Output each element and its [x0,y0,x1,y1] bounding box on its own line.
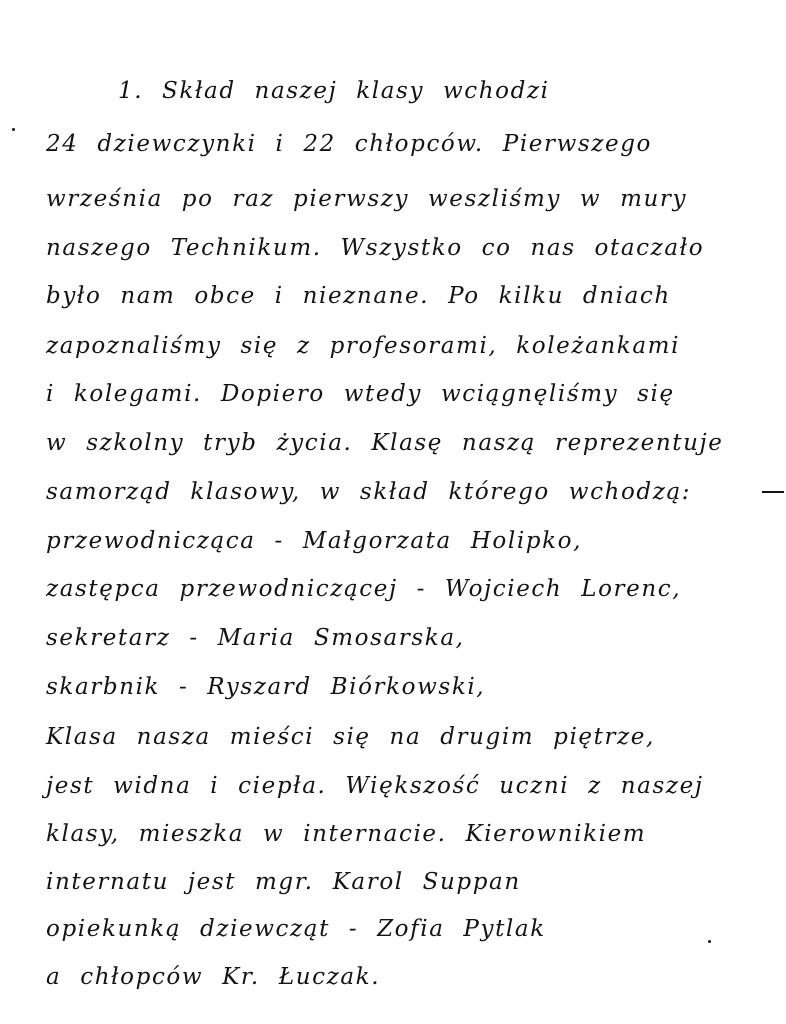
text-line-15: jest widna i ciepła. Większość uczni z naszej [46,773,704,799]
text-line-16: klasy, mieszka w internacie. Kierownikiem [46,821,647,847]
text-line-12: sekretarz - Maria Smosarska, [46,625,465,651]
text-line-8: w szkolny tryb życia. Klasę naszą reprezentuje [46,430,724,456]
text-line-18: opiekunką dziewcząt - Zofia Pytlak [46,916,546,942]
text-line-4: naszego Technikum. Wszystko co nas otaczało [46,235,705,261]
text-line-13: skarbnik - Ryszard Biórkowski, [46,674,486,700]
margin-dash [762,491,784,493]
text-line-9: samorząd klasowy, w skład którego wchodzą: [46,479,692,505]
text-line-7: i kolegami. Dopiero wtedy wciągnęliśmy się [46,381,675,407]
text-line-5: było nam obce i nieznane. Po kilku dniach [46,283,671,309]
ink-speck [12,128,15,131]
text-line-2: 24 dziewczynki i 22 chłopców. Pierwszego [46,131,652,157]
text-line-14: Klasa nasza mieści się na drugim piętrze, [46,724,655,750]
text-line-6: zapoznaliśmy się z profesorami, koleżankami [46,333,681,359]
text-line-1: 1. Skład naszej klasy wchodzi [118,78,550,104]
text-line-10: przewodnicząca - Małgorzata Holipko, [46,528,582,554]
ink-speck [708,940,711,943]
text-line-11: zastępca przewodniczącej - Wojciech Lorenc, [46,576,682,602]
text-line-19: a chłopców Kr. Łuczak. [46,964,381,990]
text-line-3: września po raz pierwszy weszliśmy w mury [46,186,688,212]
text-line-17: internatu jest mgr. Karol Suppan [46,869,521,895]
